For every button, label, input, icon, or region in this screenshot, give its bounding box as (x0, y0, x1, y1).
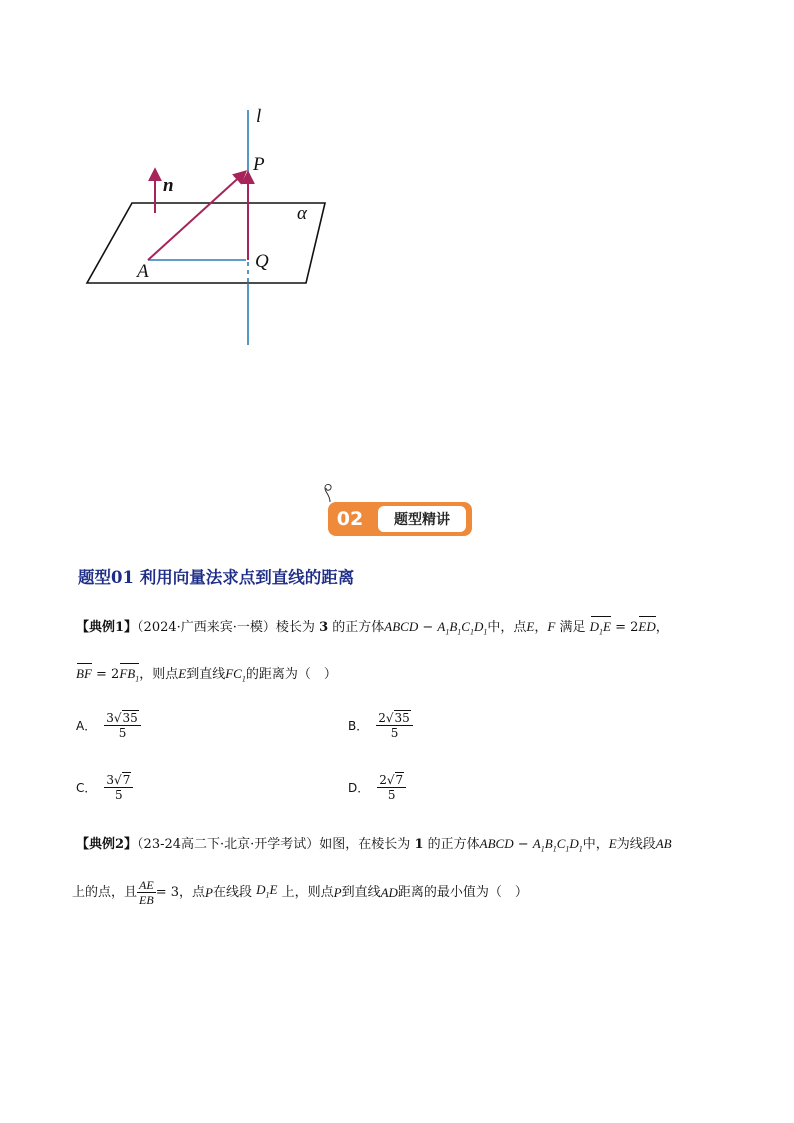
example2-text-c: 中， (582, 837, 609, 852)
example2-line1 (76, 834, 672, 860)
example2-source: （23-24高二下·北京·开学考试） (137, 837, 320, 852)
example2-AD: AD (380, 884, 398, 900)
example2-cube2: $A_1B_1C_1D_1$ (532, 836, 583, 854)
example1-line2 (76, 664, 337, 690)
option-c-key: C． (76, 781, 97, 795)
example1-text-b: 的正方体 (332, 620, 385, 635)
segment-D1E: $D_1E$ (256, 881, 278, 900)
example1-text-c: 中，点 (487, 620, 527, 635)
ratio-AE-EB: $\frac{AE}{EB}$ (139, 878, 154, 907)
example2-dash: − (513, 837, 533, 852)
option-b-value: $\frac{2√35}{5}$ (376, 711, 413, 740)
option-c-value: $\frac{3√7}{5}$ (104, 773, 133, 802)
example1-line2-end: ，则点 (139, 667, 179, 682)
example1-eq1: = 2 (610, 620, 639, 635)
example2-line2-e: 到直线 (341, 884, 381, 900)
example1-E2: E (178, 666, 187, 681)
vector-BF: BF (76, 664, 92, 684)
vector-D1E: $D_1E$ (590, 617, 611, 643)
option-b[interactable] (348, 711, 413, 740)
option-d[interactable] (348, 773, 406, 802)
example2-text-b: 的正方体 (427, 837, 480, 852)
example1-dash: − (418, 620, 438, 635)
section-badge (326, 498, 474, 538)
example2-eq: = 3 (155, 884, 179, 900)
example1-tag: 【典例1】 (76, 620, 138, 635)
badge-label: 题型精讲 (378, 506, 466, 532)
example2-line2 (72, 878, 528, 907)
curl-icon (322, 482, 342, 504)
geometry-figure (70, 100, 370, 360)
option-d-value: $\frac{2√7}{5}$ (377, 773, 406, 802)
badge-body (372, 502, 472, 536)
example1-text-d: 满足 (559, 620, 586, 635)
label-alpha: α (297, 203, 307, 224)
vector-FB1: $FB_1$ (119, 664, 139, 690)
option-d-key: D． (348, 781, 370, 795)
example1-line1: 【典例1】（2024·广西来宾·一模）棱长为 3 的正方体ABCD − $A_1B_1C_1D_1$中，点E，F 满足 $D_1E = 2ED$， (76, 617, 669, 643)
option-b-key: B． (348, 719, 369, 733)
section-title: 题型01 利用向量法求点到直线的距离 (78, 568, 355, 587)
example2-text-a: 如图，在棱长为 (319, 837, 411, 852)
example2-P2: P (333, 884, 342, 900)
example2-line2-a: 上的点，且 (72, 884, 138, 900)
example2-line2-f: 距离的最小值为（ ） (397, 884, 528, 900)
option-a-value: $\frac{3√35}{5}$ (104, 711, 141, 740)
option-a[interactable] (76, 711, 141, 740)
vector-ED: ED (638, 617, 655, 637)
option-a-key: A． (76, 719, 97, 733)
example1-eq2: = 2 (91, 667, 120, 682)
segment-AB: AB (655, 836, 672, 851)
label-n: n (163, 175, 174, 196)
example2-E: E (608, 836, 617, 851)
example2-edge: 1 (414, 837, 424, 852)
label-P: P (253, 154, 265, 175)
example1-cube: ABCD (384, 619, 419, 634)
example2-cube: ABCD (479, 836, 514, 851)
example1-edge: 3 (319, 620, 329, 635)
badge-number: 02 (328, 502, 372, 536)
example2-line2-b: ，点 (178, 884, 205, 900)
example1-E: E (526, 619, 535, 634)
example1-source: （2024·广西来宾·一模） (137, 620, 276, 635)
example1-text-f: 的距离为（ ） (245, 667, 337, 682)
label-A: A (137, 261, 149, 282)
line-FC1: $FC_1$ (225, 666, 246, 684)
example2-P: P (205, 884, 213, 900)
plane-alpha (87, 203, 325, 283)
example2-line2-c: 在线段 (212, 884, 252, 900)
example2-tag: 【典例2】 (76, 837, 138, 852)
example1-text-a: 棱长为 (275, 620, 315, 635)
example1-text-e: 到直线 (186, 667, 226, 682)
example2-text-d: 为线段 (616, 837, 656, 852)
option-c[interactable] (76, 773, 133, 802)
label-l: l (256, 106, 262, 127)
example1-cube2: $A_1B_1C_1D_1$ (437, 619, 488, 637)
example1-F: F (547, 619, 556, 634)
example1-comma: ， (534, 620, 548, 635)
example2-line2-d: 上，则点 (281, 884, 334, 900)
label-Q: Q (255, 251, 269, 272)
